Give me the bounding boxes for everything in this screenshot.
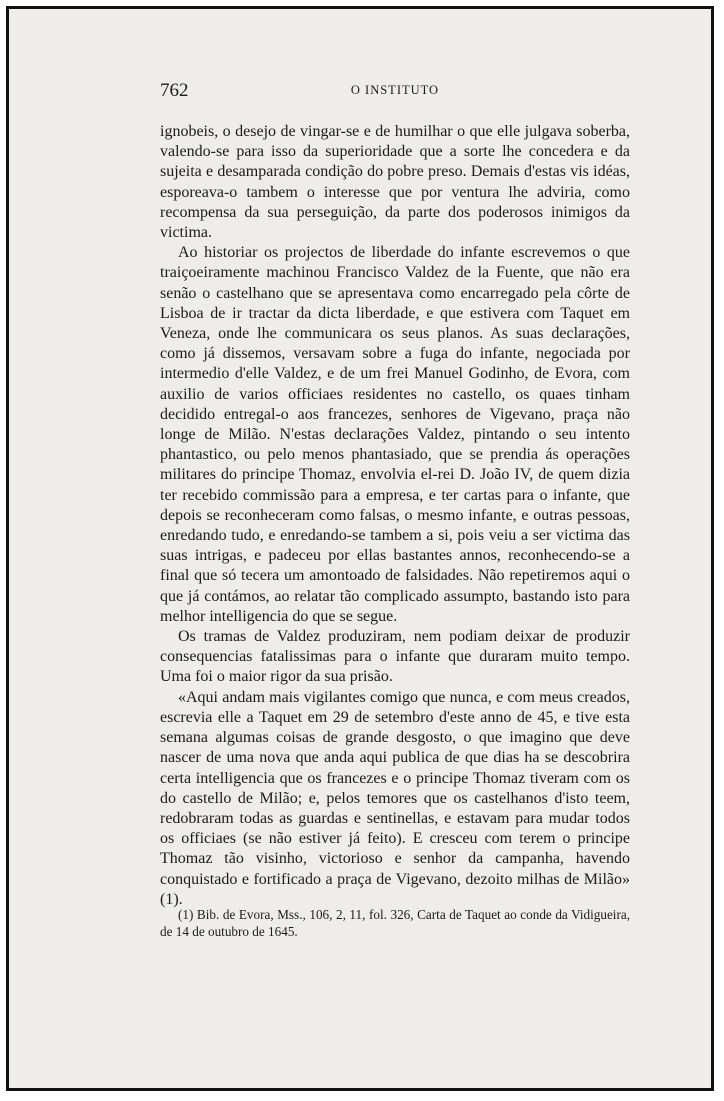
page-header bbox=[160, 80, 630, 102]
page-number: 762 bbox=[160, 80, 189, 101]
paragraph: ignobeis, o desejo de vingar-se e de humilhar o que elle julgava soberba, valendo-se para isso da superioridade que a sorte lhe concedera e da sujeita e desamparada condição do pobre preso. Demais d'estas vis idéas, esporeava-o tambem o interesse que por ventura lhe adviria, como recompensa da sua perseguição, da parte dos poderosos inimigos da victima. bbox=[160, 123, 630, 242]
paragraph: Os tramas de Valdez produziram, nem podiam deixar de produzir consequencias fatalissimas para o infante que duraram muito tempo. Uma foi o maior rigor da sua prisão. bbox=[160, 628, 630, 686]
footnote: (1) Bib. de Evora, Mss., 106, 2, 11, fol. 326, Carta de Taquet ao conde da Vidigueira, de 14 de outubro de 1645. bbox=[160, 907, 630, 939]
running-title: O INSTITUTO bbox=[350, 83, 440, 97]
paragraph: «Aqui andam mais vigilantes comigo que nunca, e com meus creados, escrevia elle a Taquet em 29 de setembro d'este anno de 45, e tive esta semana algumas coisas de grande desgosto, o que imagino que deve nascer de uma nova que anda aqui publica de que dias ha se descobrira certa intelligencia que os francezes e o principe Thomaz tiveram com os do castello de Milão; e, pelos temores que os castelhanos d'isto teem, redobraram todas as guardas e sentinellas, e estavam para mudar todos os officiaes (se não estiver já feito). E cresceu com terem o principe Thomaz tão visinho, victorioso e senhor da campanha, havendo conquistado e fortificado a praça de Vigevano, dezoito milhas de Milão» (1). bbox=[160, 688, 630, 908]
body-text bbox=[160, 122, 630, 910]
paragraph: Ao historiar os projectos de liberdade do infante escrevemos o que traiçoeiramente machinou Francisco Valdez de la Fuente, que não era senão o castelhano que se apresentava como encarregado pela côrte de Lisboa de ir tractar da dicta liberdade, e que estivera com Taquet em Veneza, onde lhe communicara os seus planos. As suas declarações, como já dissemos, versavam sobre a fuga do infante, negociada por intermedio d'elle Valdez, e de um frei Manuel Godinho, de Evora, com auxilio de varios officiaes residentes no castello, os quaes tinham decidido entregal-o aos francezes, senhores de Vigevano, praça não longe de Milão. N'estas declarações Valdez, pintando o seu intento phantastico, ou pelo menos phantasiado, que se prendia ás operações militares do principe Thomaz, envolvia el-rei D. João IV, de quem dizia ter recebido commissão para a empresa, e ter cartas para o infante, que depois se reconheceram como falsas, o mesmo infante, e outras pessoas, enredando tudo, e enredando-se tambem a si, pois veiu a ser victima das suas intrigas, e padeceu por ellas bastantes annos, reconhecendo-se a final que só tecera um amontoado de falsidades. Não repetiremos aqui o que já contámos, ao relatar tão complicado assumpto, bastando isto para melhor intelligencia do que se segue. bbox=[160, 244, 630, 625]
